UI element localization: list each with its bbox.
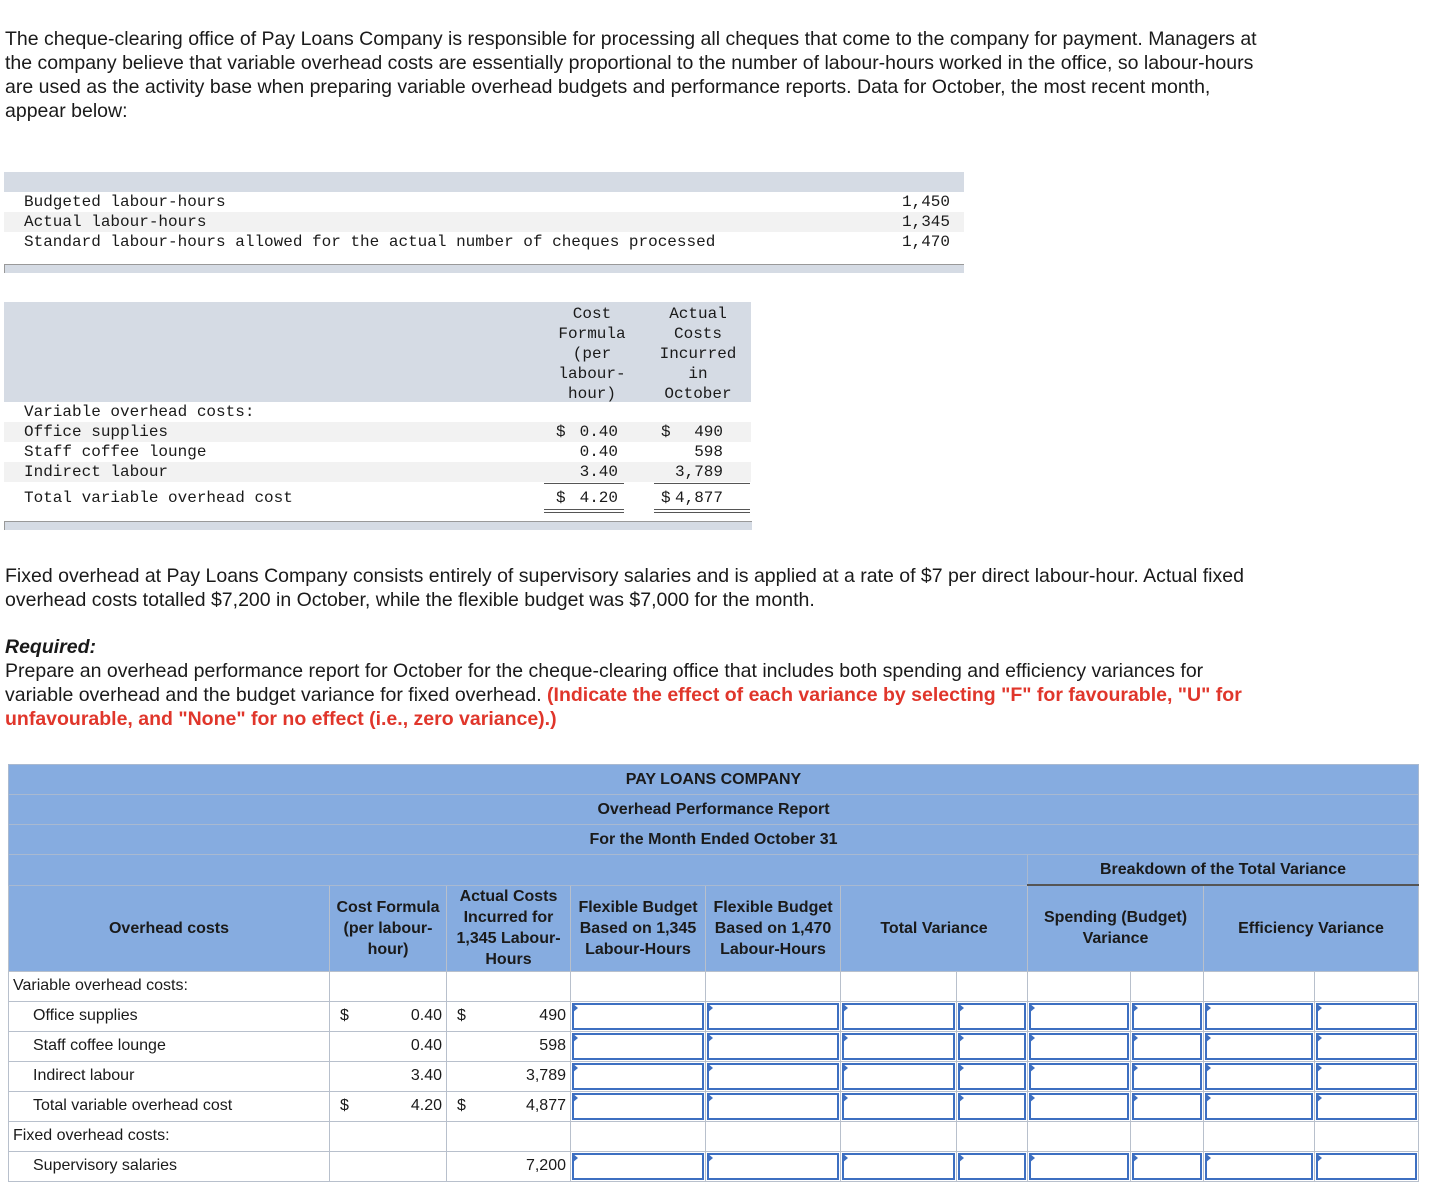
total-variance-effect-select[interactable] bbox=[957, 1091, 1028, 1121]
efficiency-variance-input[interactable] bbox=[1204, 1151, 1315, 1181]
hours-table bbox=[4, 172, 964, 273]
flex2-input[interactable] bbox=[706, 1091, 841, 1121]
fixed-overhead-paragraph: Fixed overhead at Pay Loans Company consists entirely of supervisory salaries and is applied at a rate of $7 per direct labour-hour. Actual fixed overhead costs totalled $7,200 in October, while the flexible budget was $7,000 for the month. bbox=[5, 565, 1244, 611]
total-variance-input[interactable] bbox=[841, 1061, 957, 1091]
overhead-performance-report bbox=[8, 764, 1419, 1182]
hours-label: Actual labour-hours bbox=[24, 213, 207, 231]
flex1-input[interactable] bbox=[571, 1001, 706, 1031]
flex1-input[interactable] bbox=[571, 1031, 706, 1061]
cost-row: Office supplies $ 0.40 $ 490 bbox=[4, 422, 751, 442]
total-variance-effect-select[interactable] bbox=[957, 1031, 1028, 1061]
efficiency-variance-input[interactable] bbox=[1204, 1091, 1315, 1121]
spending-variance-effect-select[interactable] bbox=[1131, 1061, 1204, 1091]
report-row-office-supplies: Office supplies $ 0.40 $ 490 bbox=[9, 1001, 1419, 1031]
intro-paragraph: The cheque-clearing office of Pay Loans Company is responsible for processing all cheques that come to the company for payment. Managers at the company believe that variable overhead costs are essentially proportional to the number of labour-hours worked in the office, so labour-hours are used as the activity base when preparing variable overhead budgets and performance reports. Data for October, the most recent month, appear below: bbox=[5, 28, 1257, 122]
required-text: Prepare an overhead performance report for October for the cheque-clearing office that includes both spending and efficiency variances for variable overhead and the budget variance for fixed overhead. bbox=[5, 660, 1204, 706]
total-variance-input[interactable] bbox=[841, 1091, 957, 1121]
flex1-input[interactable] bbox=[571, 1061, 706, 1091]
cost-total-row: Total variable overhead cost $ 4.20 $ 4,877 bbox=[24, 489, 723, 507]
hours-row-standard bbox=[4, 232, 964, 252]
actual-costs-header: Actual Costs Incurred in October bbox=[659, 305, 737, 403]
flex2-input[interactable] bbox=[706, 1061, 841, 1091]
report-company: PAY LOANS COMPANY bbox=[9, 765, 1419, 795]
total-variance-effect-select[interactable] bbox=[957, 1061, 1028, 1091]
spending-variance-input[interactable] bbox=[1028, 1151, 1131, 1181]
required-instruction: (Indicate the effect of each variance by selecting "F" for favourable, "U" for unfavourable, and "None" for no effect (i.e., zero variance).) bbox=[5, 684, 1242, 730]
spending-variance-input[interactable] bbox=[1028, 1001, 1131, 1031]
breakdown-header: Breakdown of the Total Variance bbox=[1028, 855, 1419, 886]
efficiency-variance-effect-select[interactable] bbox=[1315, 1061, 1419, 1091]
report-row-indirect-labour: Indirect labour 3.40 3,789 bbox=[9, 1061, 1419, 1091]
total-variance-effect-select[interactable] bbox=[957, 1151, 1028, 1181]
cost-formula-header: Cost Formula (per labour- hour) bbox=[558, 305, 626, 403]
fixed-overhead-label: Fixed overhead costs: bbox=[9, 1121, 330, 1151]
col-efficiency-variance: Efficiency Variance bbox=[1204, 885, 1419, 971]
spending-variance-input[interactable] bbox=[1028, 1061, 1131, 1091]
required-section bbox=[5, 635, 1275, 731]
report-row-staff-coffee-lounge: Staff coffee lounge 0.40 598 bbox=[9, 1031, 1419, 1061]
col-spending-variance: Spending (Budget) Variance bbox=[1028, 885, 1204, 971]
cost-row: Staff coffee lounge 0.40 598 bbox=[24, 443, 723, 461]
col-overhead-costs: Overhead costs bbox=[9, 885, 330, 971]
required-title: Required: bbox=[5, 636, 97, 658]
report-period: For the Month Ended October 31 bbox=[9, 825, 1419, 855]
cost-formula-table bbox=[4, 302, 751, 531]
col-flexible-budget-1470: Flexible Budget Based on 1,470 Labour-Hours bbox=[706, 885, 841, 971]
col-actual-costs: Actual Costs Incurred for 1,345 Labour-Hours bbox=[447, 885, 571, 971]
hours-row-budgeted bbox=[4, 192, 964, 212]
flex2-input[interactable] bbox=[706, 1151, 841, 1181]
report-title: Overhead Performance Report bbox=[9, 795, 1419, 825]
total-variance-input[interactable] bbox=[841, 1151, 957, 1181]
report-row-total-variable: Total variable overhead cost $ 4.20 $ 4,877 bbox=[9, 1091, 1419, 1121]
spending-variance-input[interactable] bbox=[1028, 1091, 1131, 1121]
efficiency-variance-input[interactable] bbox=[1204, 1001, 1315, 1031]
total-variance-input[interactable] bbox=[841, 1031, 957, 1061]
spending-variance-effect-select[interactable] bbox=[1131, 1001, 1204, 1031]
total-variance-input[interactable] bbox=[841, 1001, 957, 1031]
efficiency-variance-input[interactable] bbox=[1204, 1031, 1315, 1061]
hours-value: 1,470 bbox=[901, 233, 950, 251]
flex1-input[interactable] bbox=[571, 1151, 706, 1181]
flex2-input[interactable] bbox=[706, 1001, 841, 1031]
spending-variance-input[interactable] bbox=[1028, 1031, 1131, 1061]
flex2-input[interactable] bbox=[706, 1031, 841, 1061]
col-cost-formula: Cost Formula (per labour-hour) bbox=[330, 885, 447, 971]
col-flexible-budget-1345: Flexible Budget Based on 1,345 Labour-Hours bbox=[571, 885, 706, 971]
hours-value: 1,345 bbox=[901, 213, 950, 231]
spending-variance-effect-select[interactable] bbox=[1131, 1091, 1204, 1121]
efficiency-variance-effect-select[interactable] bbox=[1315, 1031, 1419, 1061]
spending-variance-effect-select[interactable] bbox=[1131, 1151, 1204, 1181]
report-row-supervisory-salaries: Supervisory salaries 7,200 bbox=[9, 1151, 1419, 1181]
hours-row-actual bbox=[4, 212, 964, 232]
section-label-row: Variable overhead costs: bbox=[24, 403, 255, 421]
col-total-variance: Total Variance bbox=[841, 885, 1028, 971]
hours-label: Standard labour-hours allowed for the actual number of cheques processed bbox=[24, 233, 716, 251]
cost-row: Indirect labour 3.40 3,789 bbox=[4, 462, 751, 482]
efficiency-variance-effect-select[interactable] bbox=[1315, 1001, 1419, 1031]
flex1-input[interactable] bbox=[571, 1091, 706, 1121]
efficiency-variance-effect-select[interactable] bbox=[1315, 1151, 1419, 1181]
spending-variance-effect-select[interactable] bbox=[1131, 1031, 1204, 1061]
hours-label: Budgeted labour-hours bbox=[24, 193, 226, 211]
hours-value: 1,450 bbox=[901, 193, 950, 211]
efficiency-variance-effect-select[interactable] bbox=[1315, 1091, 1419, 1121]
variable-overhead-label: Variable overhead costs: bbox=[9, 971, 330, 1001]
total-variance-effect-select[interactable] bbox=[957, 1001, 1028, 1031]
efficiency-variance-input[interactable] bbox=[1204, 1061, 1315, 1091]
